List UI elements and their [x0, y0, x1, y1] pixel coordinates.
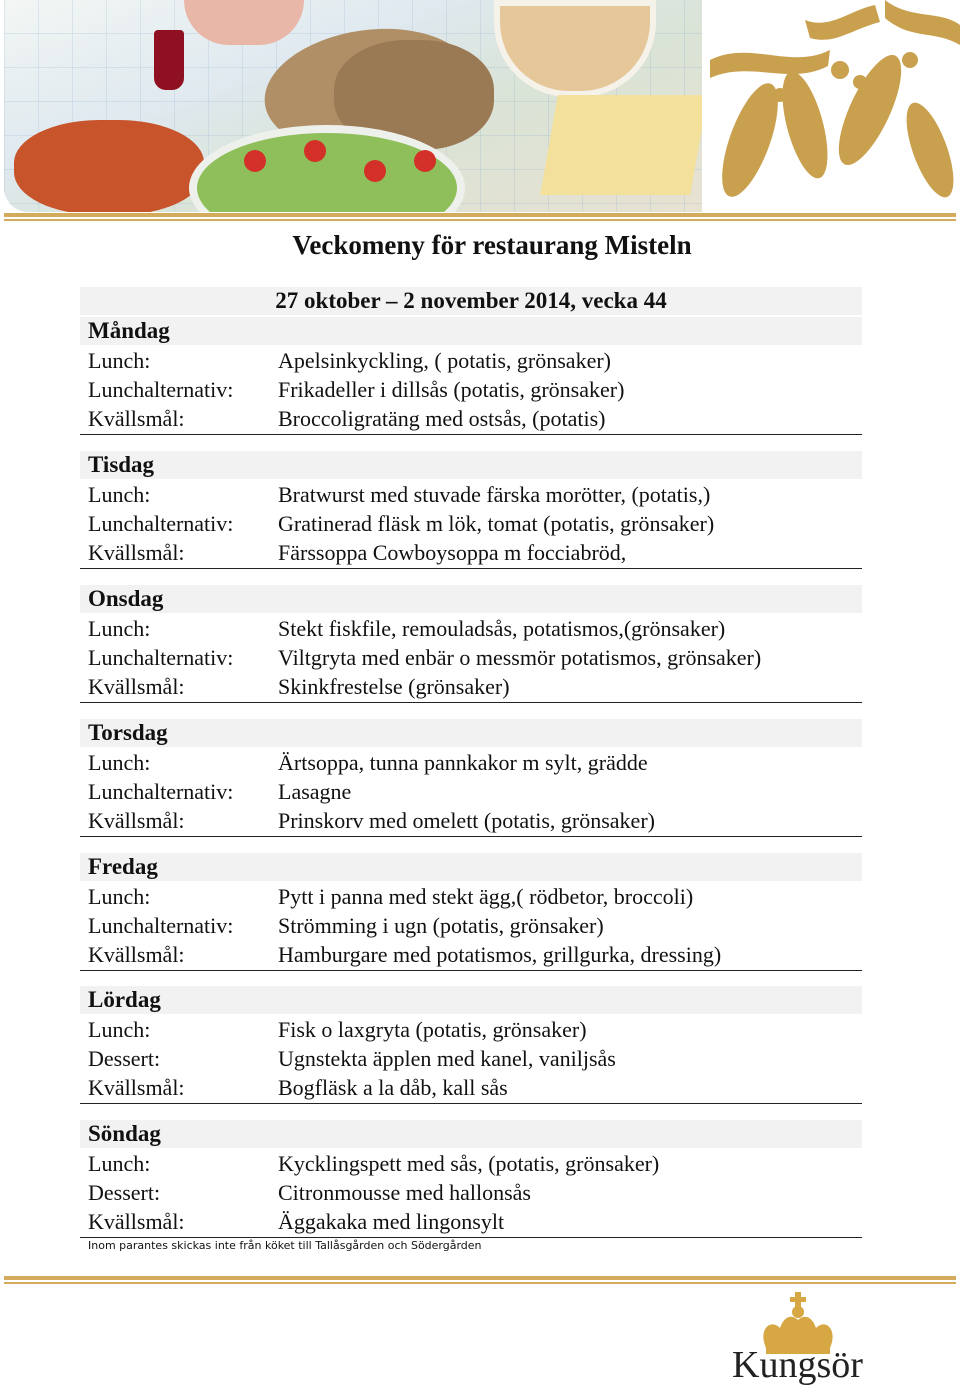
menu-line: [88, 375, 858, 404]
meal-dish: Hamburgare med potatismos, grillgurka, dressing): [278, 942, 722, 967]
day-name: Tisdag: [88, 452, 155, 477]
footnote: Inom parantes skickas inte från köket till Tallåsgården och Södergården: [88, 1239, 482, 1252]
menu-line: [88, 614, 858, 643]
logo-text: Kungsör: [732, 1344, 863, 1386]
meal-dish: Prinskorv med omelett (potatis, grönsaker): [278, 808, 655, 833]
meal-dish: Skinkfrestelse (grönsaker): [278, 674, 510, 699]
meal-dish: Apelsinkyckling, ( potatis, grönsaker): [278, 348, 611, 373]
footer-rule: [4, 1276, 956, 1280]
meal-dish: Broccoligratäng med ostsås, (potatis): [278, 406, 606, 431]
meal-dish: Ärtsoppa, tunna pannkakor m sylt, grädde: [278, 750, 648, 775]
menu-line: [88, 1207, 858, 1236]
meal-dish: Viltgryta med enbär o messmör potatismos, grönsaker): [278, 645, 762, 670]
day-name: Lördag: [88, 987, 161, 1012]
meal-label: Lunch:: [88, 482, 151, 507]
day-name: Måndag: [88, 318, 170, 343]
meal-label: Kvällsmål:: [88, 406, 185, 431]
meal-dish: Äggakaka med lingonsylt: [278, 1209, 505, 1234]
menu-line: [88, 940, 858, 969]
meal-label: Kvällsmål:: [88, 1209, 185, 1234]
meal-dish: Frikadeller i dillsås (potatis, grönsaker): [278, 377, 625, 402]
menu-line: [88, 1073, 858, 1102]
meal-label: Lunchalternativ:: [88, 779, 234, 804]
meal-dish: Citronmousse med hallonsås: [278, 1180, 531, 1205]
day-tuesday: [80, 451, 862, 569]
meal-label: Kvällsmål:: [88, 674, 185, 699]
menu-line: [88, 748, 858, 777]
meal-dish: Lasagne: [278, 779, 352, 804]
menu-line: [88, 672, 858, 701]
day-name: Torsdag: [88, 720, 168, 745]
meal-label: Lunchalternativ:: [88, 913, 234, 938]
menu-line: [88, 806, 858, 835]
meal-dish: Fisk o laxgryta (potatis, grönsaker): [278, 1017, 587, 1042]
menu-line: [88, 1015, 858, 1044]
meal-label: Dessert:: [88, 1046, 161, 1071]
meal-dish: Gratinerad fläsk m lök, tomat (potatis, grönsaker): [278, 511, 715, 536]
menu-line: [88, 1044, 858, 1073]
menu-line: [88, 1149, 858, 1178]
day-wednesday: [80, 585, 862, 703]
menu-line: [88, 911, 858, 940]
meal-label: Lunch:: [88, 750, 151, 775]
meal-label: Kvällsmål:: [88, 540, 185, 565]
week-subtitle: 27 oktober – 2 november 2014, vecka 44: [275, 288, 667, 313]
menu-line: [88, 480, 858, 509]
meal-label: Lunch:: [88, 616, 151, 641]
meal-dish: Kycklingspett med sås, (potatis, grönsaker): [278, 1151, 660, 1176]
header-rule: [4, 213, 956, 217]
meal-dish: Bratwurst med stuvade färska morötter, (potatis,): [278, 482, 711, 507]
meal-dish: Färssoppa Cowboysoppa m focciabröd,: [278, 540, 627, 565]
menu-line: [88, 538, 858, 567]
menu-line: [88, 346, 858, 375]
footer-rule-thin: [4, 1282, 956, 1284]
page-title: Veckomeny för restaurang Misteln: [292, 230, 692, 260]
header-food-photo: [4, 0, 702, 212]
day-friday: [80, 853, 862, 971]
meal-label: Lunch:: [88, 884, 151, 909]
meal-label: Kvällsmål:: [88, 808, 185, 833]
menu-line: [88, 1178, 858, 1207]
day-monday: [80, 317, 862, 435]
day-name: Fredag: [88, 854, 158, 879]
meal-label: Lunch:: [88, 1017, 151, 1042]
day-name: Söndag: [88, 1121, 161, 1146]
menu-line: [88, 777, 858, 806]
meal-dish: Pytt i panna med stekt ägg,( rödbetor, broccoli): [278, 884, 694, 909]
meal-dish: Strömming i ugn (potatis, grönsaker): [278, 913, 604, 938]
menu-line: [88, 404, 858, 433]
meal-label: Lunchalternativ:: [88, 377, 234, 402]
header-rule-thin: [4, 219, 956, 221]
meal-label: Lunch:: [88, 1151, 151, 1176]
menu-line: [88, 643, 858, 672]
mistletoe-icon: [710, 0, 960, 212]
meal-dish: Bogfläsk a la dåb, kall sås: [278, 1075, 508, 1100]
menu-line: [88, 509, 858, 538]
meal-label: Dessert:: [88, 1180, 161, 1205]
day-thursday: [80, 719, 862, 837]
meal-dish: Ugnstekta äpplen med kanel, vaniljsås: [278, 1046, 616, 1071]
meal-label: Kvällsmål:: [88, 1075, 185, 1100]
menu-line: [88, 882, 858, 911]
day-saturday: [80, 986, 862, 1104]
day-sunday: [80, 1120, 862, 1238]
day-name: Onsdag: [88, 586, 164, 611]
meal-dish: Stekt fiskfile, remouladsås, potatismos,(grönsaker): [278, 616, 726, 641]
meal-label: Kvällsmål:: [88, 942, 185, 967]
meal-label: Lunch:: [88, 348, 151, 373]
meal-label: Lunchalternativ:: [88, 645, 234, 670]
meal-label: Lunchalternativ:: [88, 511, 234, 536]
